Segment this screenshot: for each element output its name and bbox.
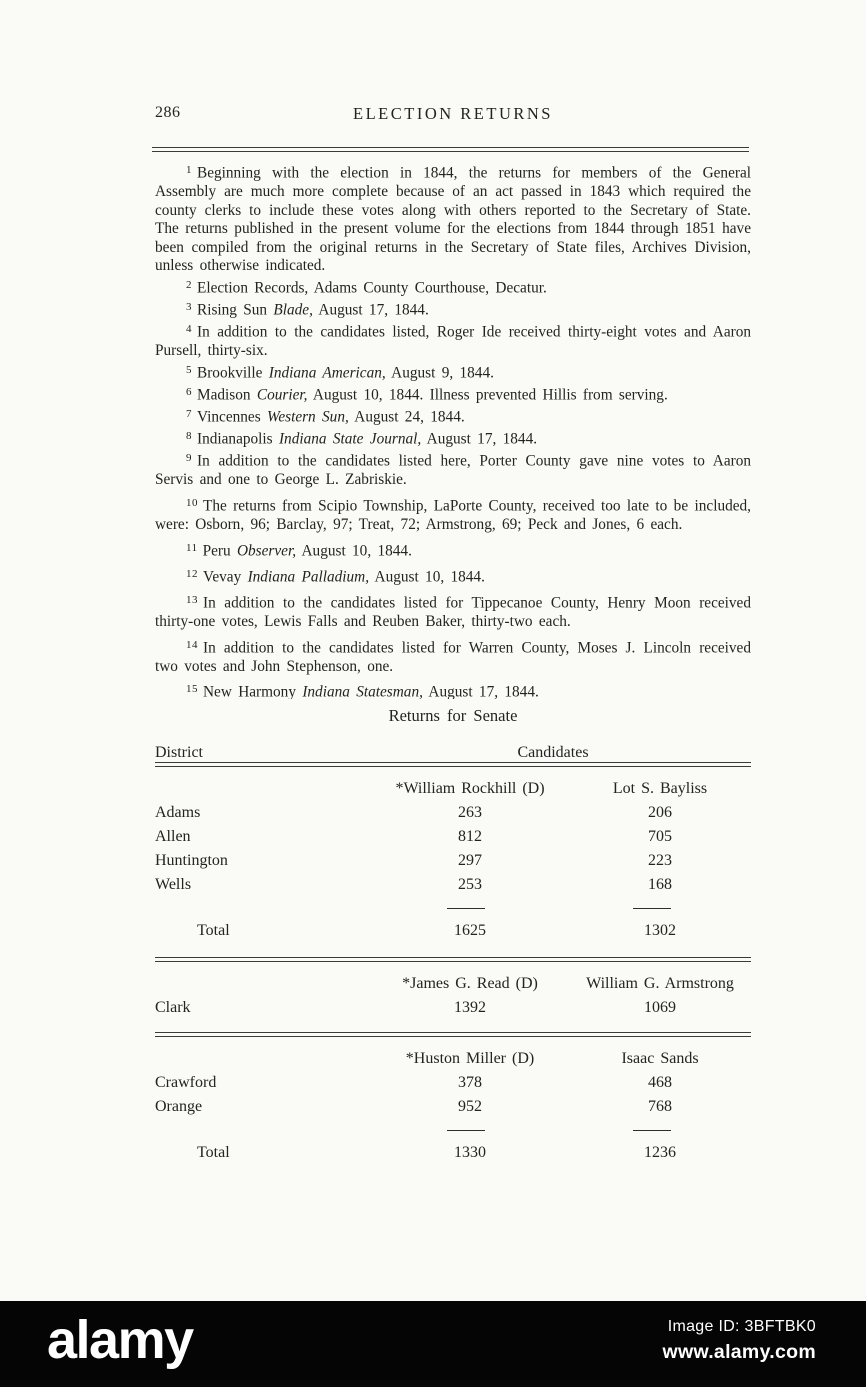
footnote-number: 5 [186,363,192,376]
candidate-header-row [155,1047,751,1071]
footnote-number: 11 [186,541,198,554]
footnote-text: Madison [197,386,257,404]
footnote-text: August 10, 1844. Illness prevented Hillis from serving. [307,386,668,404]
district-name: Adams [155,804,201,821]
total-votes: 1236 [644,1144,676,1161]
footnote-number: 15 [186,683,198,696]
watermark-bar [0,1301,866,1387]
footnote-number: 8 [186,430,192,443]
table-column-headers [155,744,751,762]
vote-count: 223 [648,852,672,869]
total-row [155,1141,751,1165]
footnote-text: Peru [202,542,237,560]
footnote-number: 13 [186,593,198,606]
footnote-text: August 10, 1844. [369,568,485,586]
footnote-text: Brookville [197,364,269,382]
footnote-source-italic: Indiana Palladium, [247,568,370,586]
district-name: Orange [155,1098,203,1115]
vote-count: 168 [648,876,672,893]
vote-count: 263 [458,804,482,821]
footnote-text: August 17, 1844. [312,301,429,319]
footnote-text: Election Records, Adams County Courthouse, Decatur. [197,279,547,297]
district-name: Allen [155,828,191,845]
district-name: Clark [155,999,191,1016]
subtotal-rule [447,1130,485,1131]
footnote [155,361,751,383]
vote-count: 206 [648,804,672,821]
running-head [155,104,751,124]
footnote [155,161,751,276]
total-votes: 1625 [454,922,486,939]
footnote-source-italic: Observer, [236,542,297,560]
district-name: Huntington [155,852,228,869]
vote-count: 952 [458,1098,482,1115]
subtotal-rule [633,908,671,909]
footnote-text: Beginning with the election in 1844, the returns for members of the General Assembly are much more complete because of an act passed in 1843 which required the county clerks to include these votes along with others reported to the Secretary of State. The returns published in the present volume for the elections from 1844 through 1851 have been compiled from the original returns in the Secretary of State files, Archives Division, unless otherwise indicated. [155,164,751,275]
footnote-source-italic: Western Sun, [266,408,349,426]
column-header-district: District [155,744,203,761]
footnote [155,565,751,587]
footnote-source-italic: Blade, [273,301,313,319]
footnote-source-italic: Indiana American, [268,364,386,382]
alamy-url: www.alamy.com [662,1341,816,1363]
district-name: Crawford [155,1074,217,1091]
footnote-text: August 10, 1844. [296,542,412,560]
footnote-number: 2 [186,279,192,292]
footnote-text: August 17, 1844. [421,430,538,448]
footnote [155,298,751,320]
footnote-text: August 9, 1844. [385,364,494,382]
candidate-header-row [155,972,751,996]
vote-count: 1069 [644,999,676,1016]
subtotal-rule [633,1130,671,1131]
candidate-name: *James G. Read (D) [402,975,538,992]
footnote-source-italic: Indiana Statesman, [302,683,423,699]
candidate-name: *William Rockhill (D) [395,780,545,797]
footnote-text: In addition to the candidates listed, Roger Ide received thirty-eight votes and Aaron Pursell, thirty-six. [155,323,751,360]
footnote [155,405,751,427]
footnote [155,276,751,298]
footnote-text: Rising Sun [197,301,274,319]
vote-count: 297 [458,852,482,869]
vote-count: 1392 [454,999,486,1016]
footnote-text: In addition to the candidates listed here, Porter County gave nine votes to Aaron Servis and one to George L. Zabriskie. [155,452,751,489]
total-label: Total [197,922,230,939]
footnote-source-italic: Courier, [256,386,308,404]
footnote-number: 6 [186,386,192,399]
total-row [155,919,751,943]
page-number: 286 [155,104,181,121]
footnote [155,494,751,535]
total-votes: 1330 [454,1144,486,1161]
footnote-text: In addition to the candidates listed for Warren County, Moses J. Lincoln received two votes and John Stephenson, one. [155,639,751,675]
vote-count: 253 [458,876,482,893]
footnote [155,320,751,361]
candidate-name: William G. Armstrong [586,975,734,992]
vote-count: 705 [648,828,672,845]
footnote [155,539,751,561]
footnote-text: August 24, 1844. [348,408,465,426]
district-name: Wells [155,876,192,893]
footnote-text: The returns from Scipio Township, LaPorte County, received too late to be included, were: Osborn, 96; Barclay, 97; Treat, 72; Armstrong, 69; Peck and Jones, 6 each. [155,497,751,534]
footnote-text: Vincennes [197,408,267,426]
race-separator-rule [155,957,751,962]
vote-count: 812 [458,828,482,845]
footnote-source-italic: Indiana State Journal, [278,430,422,448]
footnote-number: 3 [186,301,192,314]
race-separator-rule [155,1032,751,1037]
alamy-logo: alamy [47,1310,193,1370]
footnote-number: 14 [186,638,198,651]
footnote [155,680,751,699]
table-row [155,873,751,897]
subtotal-rules [155,902,751,916]
table-title: Returns for Senate [388,706,518,725]
column-header-candidates: Candidates [517,744,589,761]
vote-count: 768 [648,1098,672,1115]
footnote-text: Indianapolis [197,430,279,448]
race-tables [155,777,751,1165]
footnote-number: 9 [186,452,192,465]
footnote-text: Vevay [203,568,248,586]
candidate-header-row [155,777,751,801]
total-votes: 1302 [644,922,676,939]
footnote-number: 4 [186,323,192,336]
total-label: Total [197,1144,230,1161]
header-rule [152,147,749,152]
footnote-text: August 17, 1844. [422,683,539,699]
table-row [155,996,751,1020]
footnote [155,591,751,632]
vote-count: 468 [648,1074,672,1091]
subtotal-rules [155,1124,751,1138]
footnote-text: In addition to the candidates listed for Tippecanoe County, Henry Moon received thirty-one votes, Lewis Falls and Reuben Baker, thirty-two each. [155,594,751,630]
footnote [155,449,751,490]
table-row [155,1095,751,1119]
running-title: ELECTION RETURNS [353,104,553,123]
table-row [155,849,751,873]
table-head-rule [155,762,751,767]
footnote-number: 1 [186,164,192,176]
table-row [155,825,751,849]
footnote-number: 7 [186,408,192,421]
vote-count: 378 [458,1074,482,1091]
footnote-text: New Harmony [203,683,303,699]
candidate-name: *Huston Miller (D) [405,1050,535,1067]
table-row [155,1071,751,1095]
footnote [155,427,751,449]
footnote-number: 10 [186,497,198,509]
table-row [155,801,751,825]
footnote [155,383,751,405]
watermark-info [663,1318,816,1364]
footnote-number: 12 [186,567,198,580]
footnotes-section [155,161,751,699]
footnote [155,636,751,677]
subtotal-rule [447,908,485,909]
image-id-label: Image ID: 3BFTBK0 [667,1318,816,1335]
senate-returns-section [155,707,751,1165]
candidate-name: Isaac Sands [621,1050,699,1067]
candidate-name: Lot S. Bayliss [612,780,708,797]
